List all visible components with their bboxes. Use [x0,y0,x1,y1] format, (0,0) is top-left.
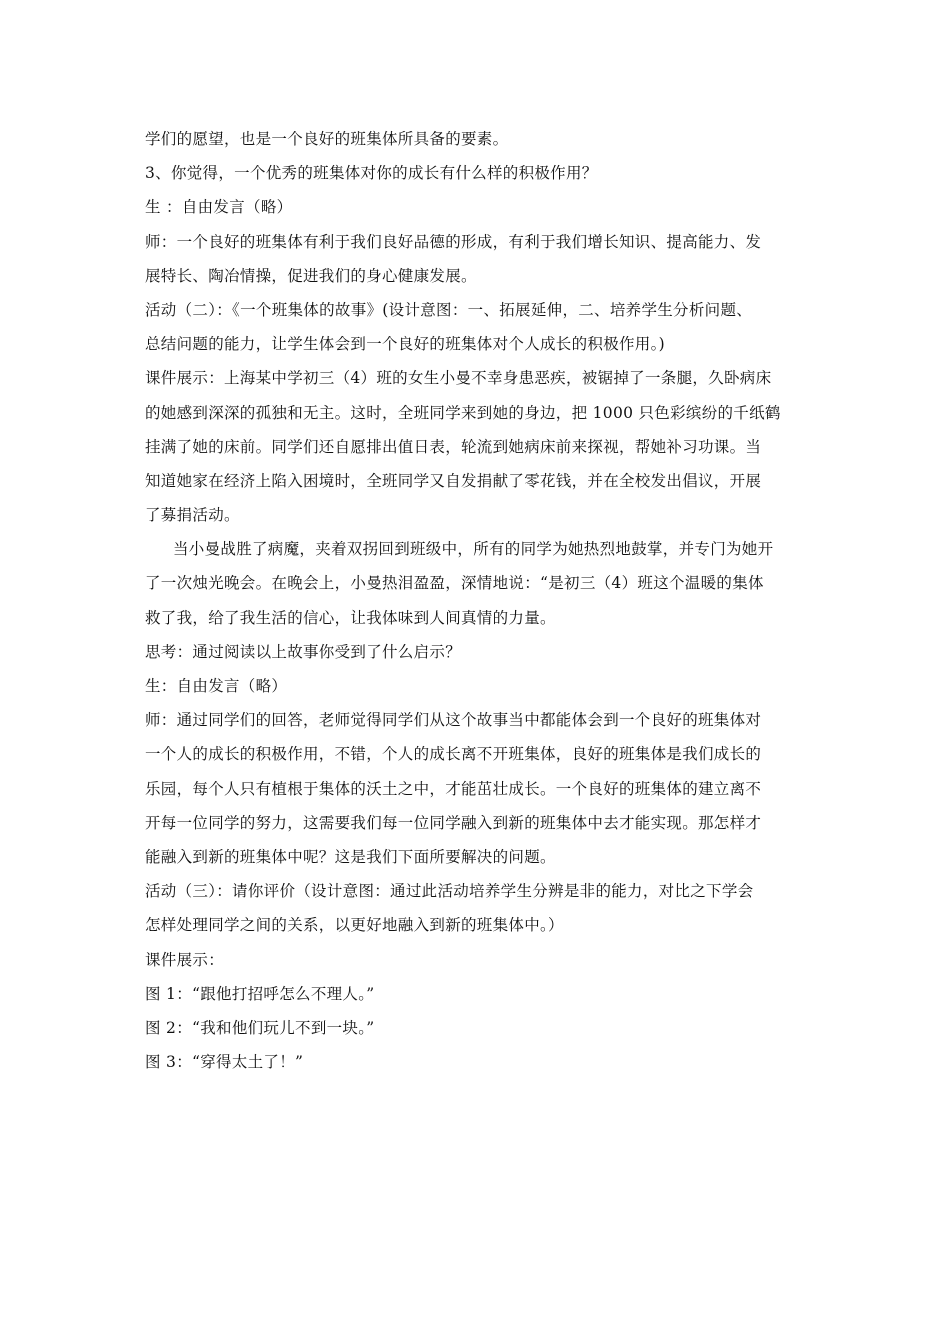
text-line: 了一次烛光晚会。在晚会上，小曼热泪盈盈，深情地说：“是初三（4）班这个温暖的集体 [145,574,764,593]
figure-caption-line: 图 2：“我和他们玩儿不到一块。” [145,1018,375,1037]
text-line: 展特长、陶冶情操，促进我们的身心健康发展。 [145,266,477,285]
activity-heading: 活动（三）：请你评价（设计意图：通过此活动培养学生分辨是非的能力，对比之下学会 [145,882,754,901]
text-line: 能融入到新的班集体中呢？这是我们下面所要解决的问题。 [145,847,556,866]
question-line: 3、你觉得，一个优秀的班集体对你的成长有什么样的积极作用？ [145,164,598,183]
student-response-line: 生 ：自由发言（略） [145,198,293,217]
teacher-line: 师：通过同学们的回答，老师觉得同学们从这个故事当中都能体会到一个良好的班集体对 [145,711,762,730]
text-line: 救了我，给了我生活的信心，让我体味到人间真情的力量。 [145,608,556,627]
text-line: 了募捐活动。 [145,506,240,525]
text-line: 乐园，每个人只有植根于集体的沃土之中，才能茁壮成长。一个良好的班集体的建立离不 [145,779,762,798]
activity-heading: 活动（二）：《一个班集体的故事》(设计意图：一、拓展延伸，二、培养学生分析问题、 [145,300,753,319]
text-line: 的她感到深深的孤独和无主。这时，全班同学来到她的身边，把 1000 只色彩缤纷的千纸鹤 [145,403,781,422]
paragraph-start-line: 当小曼战胜了病魔，夹着双拐回到班级中，所有的同学为她热烈地鼓掌，并专门为她开 [173,540,774,559]
student-response-line: 生：自由发言（略） [145,677,288,695]
figure-caption-line: 图 1：“跟他打招呼怎么不理人。” [145,984,375,1003]
thinking-question-line: 思考：通过阅读以上故事你受到了什么启示？ [145,642,462,661]
text-line: 怎样处理同学之间的关系，以更好地融入到新的班集体中。） [145,916,564,935]
text-line: 挂满了她的床前。同学们还自愿排出值日表，轮流到她病床前来探视，帮她补习功课。当 [145,437,762,456]
courseware-line: 课件展示： [145,950,225,969]
text-line: 一个人的成长的积极作用，不错，个人的成长离不开班集体，良好的班集体是我们成长的 [145,745,762,764]
figure-caption-line: 图 3：“穿得太土了！” [145,1053,304,1072]
teacher-line: 师：一个良好的班集体有利于我们良好品德的形成，有利于我们增长知识、提高能力、发 [145,232,762,251]
text-line: 总结问题的能力，让学生体会到一个良好的班集体对个人成长的积极作用。) [145,335,665,354]
courseware-line: 课件展示：上海某中学初三（4）班的女生小曼不幸身患恶疾，被锯掉了一条腿，久卧病床 [145,369,772,388]
document-body [145,122,807,1079]
text-line: 开每一位同学的努力，这需要我们每一位同学融入到新的班集体中去才能实现。那怎样才 [145,813,762,832]
text-line: 学们的愿望，也是一个良好的班集体所具备的要素。 [145,130,509,148]
text-line: 知道她家在经济上陷入困境时，全班同学又自发捐献了零花钱，并在全校发出倡议，开展 [145,471,762,490]
